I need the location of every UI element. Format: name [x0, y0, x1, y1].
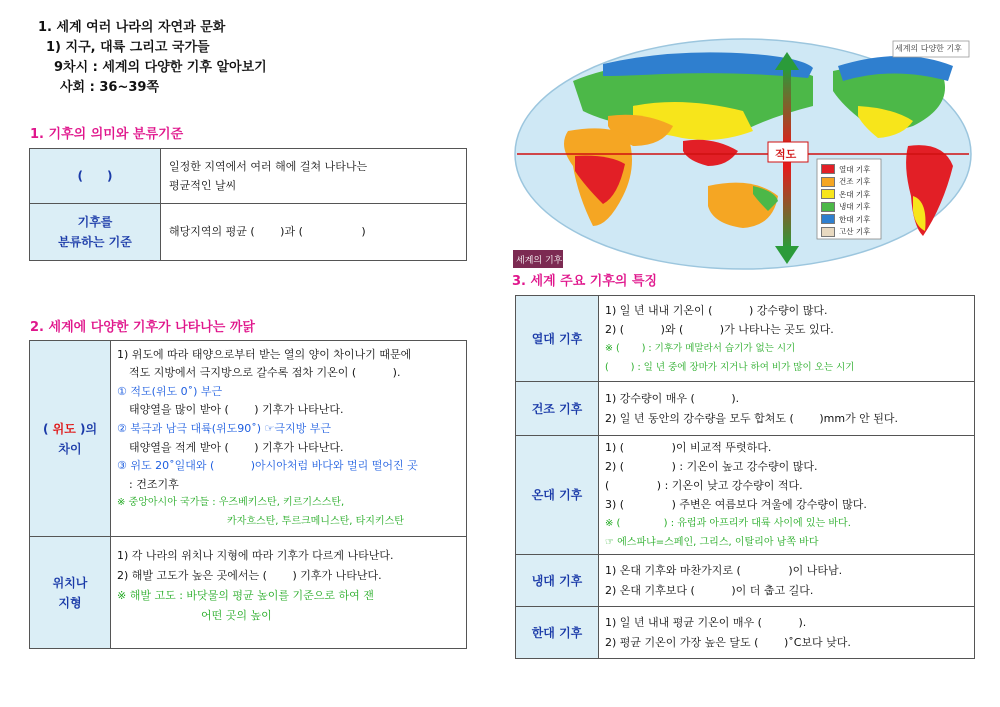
- content-line: 1) 위도에 따라 태양으로부터 받는 열의 양이 차이나기 때문에: [117, 347, 412, 361]
- legend-item: [821, 213, 881, 226]
- temperate-content: [599, 436, 975, 555]
- criteria-label: 기후를: [77, 215, 113, 229]
- legend-label: 한대 기후: [839, 214, 871, 224]
- criteria-label: 분류하는 기준: [58, 235, 132, 249]
- definition-line: 평균적인 날씨: [169, 179, 237, 192]
- criteria-cell: [161, 204, 467, 261]
- content-line: 1) 강수량이 매우 ( ).: [605, 391, 740, 405]
- terrain-label: 지형: [58, 595, 82, 610]
- content-line: ① 적도(위도 0˚) 부근: [117, 384, 223, 398]
- arid-label: 건조 기후: [516, 382, 599, 436]
- legend-label: 건조 기후: [839, 177, 871, 187]
- map-title: 세계의 다양한 기후: [895, 44, 962, 53]
- content-line: ※ 해발 고도 : 바닷물의 평균 높이를 기준으로 하여 잰: [117, 588, 374, 602]
- latitude-label: [31, 419, 109, 439]
- page-range: 사회 : 36~39쪽: [60, 80, 159, 95]
- equator-label: 적도: [775, 148, 797, 161]
- legend-label: 열대 기후: [839, 164, 871, 174]
- legend-item: [821, 176, 881, 189]
- content-line: ☞ 에스파냐=스페인, 그리스, 이탈리아 남쪽 바다: [605, 537, 819, 548]
- temperate-label: 온대 기후: [516, 436, 599, 555]
- climate-map: [513, 36, 973, 271]
- content-line: : 건조기후: [129, 477, 179, 491]
- subarctic-label: 냉대 기후: [516, 555, 599, 607]
- polar-label: 한대 기후: [516, 607, 599, 659]
- section3-title: 3. 세계 주요 기후의 특징: [512, 274, 658, 289]
- legend-label: 온대 기후: [839, 189, 871, 199]
- content-line: 2) ( ) : 기온이 높고 강수량이 많다.: [605, 460, 818, 473]
- latitude-answer: 위도: [52, 421, 76, 436]
- section2-title: 2. 세계에 다양한 기후가 나타나는 까닭: [30, 320, 255, 335]
- latitude-label-line2: 차이: [58, 441, 82, 456]
- paren: (: [42, 421, 49, 436]
- content-line: 3) ( ) 주변은 여름보다 겨울에 강수량이 많다.: [605, 498, 867, 511]
- content-line: 1) 일 년 내내 평균 기온이 매우 ( ).: [605, 615, 807, 629]
- content-line: ※ ( ) : 유럽과 아프리카 대륙 사이에 있는 바다.: [605, 518, 851, 529]
- legend-swatch: [821, 227, 835, 237]
- criteria-label-cell: [30, 204, 161, 261]
- terrain-label: 위치나: [52, 575, 88, 590]
- term-blank-cell: [30, 149, 161, 204]
- world-map-image: [513, 36, 973, 271]
- tropical-label: 열대 기후: [516, 296, 599, 382]
- paren: )의: [79, 421, 98, 436]
- content-line: ( ) : 기온이 낮고 강수량이 적다.: [605, 479, 803, 492]
- content-line: 1) 일 년 내내 기온이 ( ) 강수량이 많다.: [605, 303, 828, 317]
- tropical-content: [599, 296, 975, 382]
- content-line: 1) ( )이 비교적 뚜렷하다.: [605, 441, 772, 454]
- legend-item: [821, 188, 881, 201]
- definition-line: 일정한 지역에서 여러 해에 걸쳐 나타나는: [169, 159, 368, 173]
- map-legend: [821, 163, 881, 238]
- content-line: 카자흐스탄, 투르크메니스탄, 타지키스탄: [227, 515, 404, 527]
- polar-content: [599, 607, 975, 659]
- term-blank[interactable]: ( ): [77, 169, 113, 183]
- content-line: 1) 각 나라의 위치나 지형에 따라 기후가 다르게 나타난다.: [117, 548, 394, 562]
- content-line: 어떤 곳의 높이: [201, 608, 272, 622]
- legend-label: 냉대 기후: [839, 202, 871, 212]
- unit-title: 1. 세계 여러 나라의 자연과 문화: [38, 20, 226, 35]
- subarctic-content: [599, 555, 975, 607]
- section1-table: [29, 148, 467, 261]
- latitude-label-cell: [30, 341, 111, 537]
- legend-item: [821, 226, 881, 239]
- legend-item: [821, 163, 881, 176]
- latitude-content: [111, 341, 467, 537]
- legend-swatch: [821, 202, 835, 212]
- legend-swatch: [821, 177, 835, 187]
- content-line: 2) 해발 고도가 높은 곳에서는 ( ) 기후가 나타난다.: [117, 568, 382, 582]
- document-header: [38, 18, 267, 98]
- legend-item: [821, 201, 881, 214]
- content-line: 2) ( )와 ( )가 나타나는 곳도 있다.: [605, 322, 834, 336]
- content-line: ※ ( ) : 기후가 메말라서 습기가 없는 시기: [605, 342, 796, 354]
- content-line: 2) 온대 기후보다 ( )이 더 춥고 길다.: [605, 583, 814, 597]
- content-line: ※ 중앙아시아 국가들 : 우즈베키스탄, 키르기스스탄,: [117, 497, 345, 509]
- lesson-title: 9차시 : 세계의 다양한 기후 알아보기: [54, 60, 267, 75]
- content-line: ③ 위도 20˚일대와 ( )아시아처럼 바다와 멀리 떨어진 곳: [117, 459, 418, 473]
- criteria-text[interactable]: 해당지역의 평균 ( )과 ( ): [169, 225, 366, 239]
- content-line: 2) 평균 기온이 가장 높은 달도 ( )˚C보다 낮다.: [605, 635, 851, 649]
- terrain-label-cell: [30, 537, 111, 649]
- legend-swatch: [821, 164, 835, 174]
- definition-cell: [161, 149, 467, 204]
- content-line: 적도 지방에서 극지방으로 갈수록 점차 기온이 ( ).: [129, 366, 401, 380]
- section3-table: [515, 295, 975, 659]
- map-caption: 세계의 기후: [516, 256, 563, 266]
- subunit-title: 1) 지구, 대륙 그리고 국가들: [46, 40, 210, 55]
- terrain-content: [111, 537, 467, 649]
- legend-swatch: [821, 214, 835, 224]
- arid-content: [599, 382, 975, 436]
- content-line: 1) 온대 기후와 마찬가지로 ( )이 나타남.: [605, 563, 843, 577]
- section1-title: 1. 기후의 의미와 분류기준: [30, 127, 184, 142]
- section2-table: [29, 340, 467, 649]
- content-line: 태양열을 적게 받아 ( ) 기후가 나타난다.: [129, 440, 344, 454]
- content-line: 2) 일 년 동안의 강수량을 모두 합쳐도 ( )mm가 안 된다.: [605, 411, 899, 425]
- legend-swatch: [821, 189, 835, 199]
- content-line: ( ) : 일 년 중에 장마가 지거나 하여 비가 많이 오는 시기: [605, 361, 855, 373]
- legend-label: 고산 기후: [839, 227, 871, 237]
- content-line: 태양열을 많이 받아 ( ) 기후가 나타난다.: [129, 403, 344, 417]
- content-line: ② 북극과 남극 대륙(위도90˚) ☞극지방 부근: [117, 421, 332, 435]
